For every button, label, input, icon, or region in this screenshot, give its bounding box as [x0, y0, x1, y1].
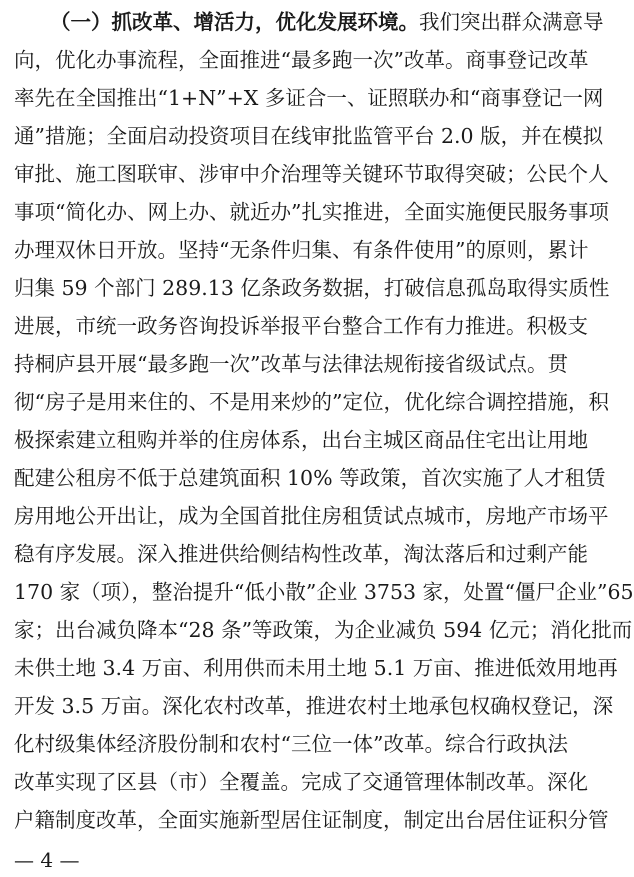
paragraph-line-13: 配建公租房不低于总建筑面积 10% 等政策，首次实施了人才租赁	[14, 466, 606, 490]
paragraph-line-9: 进展，市统一政务咨询投诉举报平台整合工作有力推进。积极支	[14, 314, 588, 338]
paragraph-line-12: 极探索建立租购并举的住房体系，出台主城区商品住宅出让用地	[14, 428, 588, 452]
paragraph-line-15: 稳有序发展。深入推进供给侧结构性改革，淘汰落后和过剩产能	[14, 542, 588, 566]
paragraph-line-22: 户籍制度改革，全面实施新型居住证制度，制定出台居住证积分管	[14, 808, 609, 832]
paragraph-line-11: 彻“房子是用来住的、不是用来炒的”定位，优化综合调控措施，积	[14, 390, 609, 414]
paragraph-line-20: 化村级集体经济股份制和农村“三位一体”改革。综合行政执法	[14, 732, 568, 756]
paragraph-line-17: 家；出台减负降本“28 条”等政策，为企业减负 594 亿元；消化批而	[14, 618, 633, 642]
paragraph-line-2: 向，优化办事流程，全面推进“最多跑一次”改革。商事登记改革	[14, 48, 589, 72]
paragraph-line-7: 办理双休日开放。坚持“无条件归集、有条件使用”的原则，累计	[14, 238, 589, 262]
paragraph-line-16: 170 家（项），整治提升“低小散”企业 3753 家，处置“僵尸企业”65	[14, 580, 634, 604]
paragraph-line-19: 开发 3.5 万亩。深化农村改革，推进农村土地承包权确权登记，深	[14, 694, 614, 718]
paragraph-line-10: 持桐庐县开展“最多跑一次”改革与法律法规衔接省级试点。贯	[14, 352, 568, 376]
paragraph-line-8: 归集 59 个部门 289.13 亿条政务数据，打破信息孤岛取得实质性	[14, 276, 610, 300]
paragraph-line-1-text: 我们突出群众满意导	[419, 10, 604, 34]
paragraph-line-18: 未供土地 3.4 万亩、利用供而未用土地 5.1 万亩、推进低效用地再	[14, 656, 618, 680]
paragraph-line-3: 率先在全国推出“1+N”+X 多证合一、证照联办和“商事登记一网	[14, 86, 604, 110]
section-heading: （一）抓改革、增活力，优化发展环境。	[50, 10, 419, 34]
page-number: — 4 —	[14, 848, 80, 872]
paragraph-line-5: 审批、施工图联审、涉审中介治理等关键环节取得突破；公民个人	[14, 162, 609, 186]
paragraph-line-21: 改革实现了区县（市）全覆盖。完成了交通管理体制改革。深化	[14, 770, 588, 794]
paragraph-line-14: 房用地公开出让，成为全国首批住房租赁试点城市，房地产市场平	[14, 504, 609, 528]
paragraph-line-6: 事项“简化办、网上办、就近办”扎实推进，全面实施便民服务事项	[14, 200, 609, 224]
paragraph-line-1	[50, 2, 604, 42]
paragraph-line-4: 通”措施；全面启动投资项目在线审批监管平台 2.0 版，并在模拟	[14, 124, 604, 148]
